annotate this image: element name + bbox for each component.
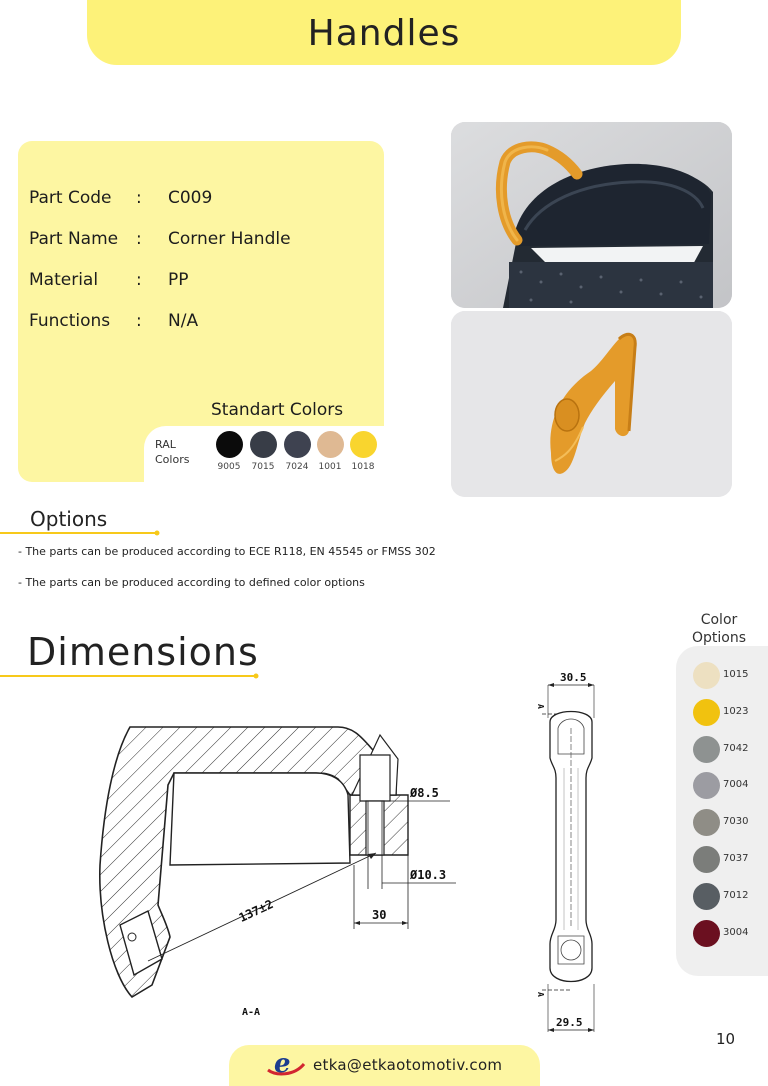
color-option-swatch (693, 883, 720, 910)
page-number: 10 (716, 1030, 736, 1048)
option-note-1: - The parts can be produced according to ECE R118, EN 45545 or FMSS 302 (18, 545, 436, 558)
color-option-swatch (693, 699, 720, 726)
product-photo-seat (451, 122, 732, 308)
ral-swatch-code: 1001 (318, 462, 342, 472)
spec-colon: : (136, 270, 142, 290)
color-option-code: 7004 (723, 779, 749, 791)
ral-swatch (317, 431, 344, 458)
title-banner (87, 0, 681, 65)
dimensions-title: Dimensions (27, 630, 259, 674)
spec-colon: : (136, 311, 142, 331)
spec-value: N/A (168, 311, 199, 331)
color-option-swatch (693, 920, 720, 947)
color-option-code: 3004 (723, 926, 749, 938)
spec-value: C009 (168, 188, 213, 208)
color-option-code: 7012 (723, 889, 749, 901)
front-view-drawing (532, 668, 612, 1036)
marker-a-top: A (536, 704, 545, 709)
etka-logo-icon (266, 1050, 306, 1080)
color-option-code: 1023 (723, 705, 749, 717)
corner-handle-illustration (451, 311, 732, 497)
color-option-swatch (693, 846, 720, 873)
ral-swatch (284, 431, 311, 458)
dim-bottom-width: 29.5 (556, 1016, 583, 1029)
color-options-title (680, 611, 758, 647)
spec-value: Corner Handle (168, 229, 291, 249)
spec-value: PP (168, 270, 189, 290)
logo-letter: e (274, 1050, 291, 1079)
color-option-code: 7037 (723, 853, 749, 864)
ral-swatch-code: 7024 (285, 462, 309, 472)
product-photo-handle (451, 311, 732, 497)
ral-swatch-code: 7015 (251, 462, 275, 472)
dimensions-underline (0, 672, 262, 680)
spec-label: Part Name (29, 229, 119, 249)
standard-colors-title: Standart Colors (211, 400, 344, 420)
ral-swatch (350, 431, 377, 458)
page-title: Handles (307, 13, 461, 54)
ral-label-line1: RAL (155, 438, 176, 451)
color-option-code: 1015 (723, 669, 749, 680)
color-option-swatch (693, 736, 720, 763)
options-title: Options (30, 507, 108, 531)
spec-label: Part Code (29, 188, 112, 208)
options-underline (0, 529, 162, 537)
marker-a-bottom: A (536, 992, 545, 997)
option-note-2: - The parts can be produced according to defined color options (18, 576, 365, 589)
section-drawing (90, 715, 470, 1025)
seat-with-handle-illustration (451, 122, 732, 308)
dim-d-small: Ø8.5 (410, 786, 439, 800)
dim-d-large: Ø10.3 (410, 868, 447, 882)
color-option-swatch (693, 662, 720, 689)
spec-label: Functions (29, 311, 111, 331)
footer-email-link[interactable]: etka@etkaotomotiv.com (313, 1056, 503, 1074)
ral-label-line2: Colors (155, 453, 190, 466)
color-option-code: 7030 (723, 816, 749, 828)
dim-top-width: 30.5 (560, 671, 587, 684)
spec-label: Material (29, 270, 99, 290)
spec-colon: : (136, 188, 142, 208)
color-options-title-line1: Color (700, 612, 738, 628)
ral-swatch (250, 431, 277, 458)
color-options-title-line2: Options (691, 630, 747, 646)
dim-radius: 137±2 (236, 896, 276, 925)
section-label: A-A (242, 1007, 261, 1018)
ral-swatch-code: 1018 (351, 462, 375, 472)
ral-swatch-code: 9005 (217, 462, 241, 472)
spec-colon: : (136, 229, 142, 249)
ral-label (155, 437, 189, 467)
color-option-swatch (693, 809, 720, 836)
color-options-panel (676, 646, 768, 976)
dim-width-30: 30 (372, 908, 387, 922)
ral-swatch (216, 431, 243, 458)
color-option-code: 7042 (723, 742, 749, 754)
